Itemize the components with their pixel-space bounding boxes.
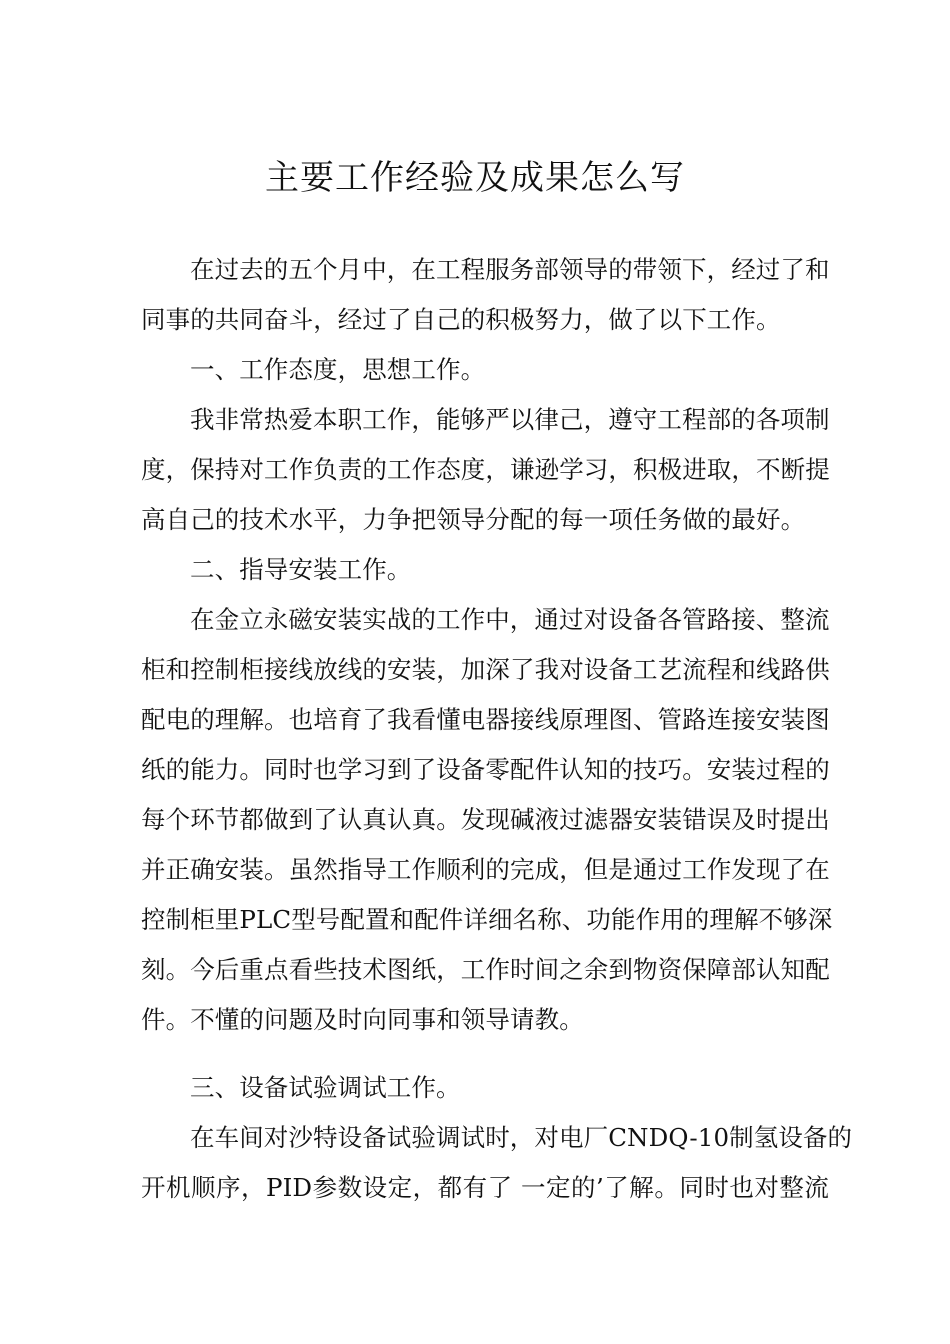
paragraph-gap (141, 1045, 829, 1063)
paragraph-line: 同事的共同奋斗，经过了自己的积极努力，做了以下工作。 (141, 305, 781, 334)
section-heading: 三、设备试验调试工作。 (190, 1073, 461, 1102)
paragraph-line: 刻。今后重点看些技术图纸，工作时间之余到物资保障部认知配 (141, 955, 830, 984)
paragraph-line: 在过去的五个月中，在工程服务部领导的带领下，经过了和 (190, 255, 830, 284)
paragraph-line: 度，保持对工作负责的工作态度，谦逊学习，积极进取，不断提 (141, 455, 830, 484)
paragraph-line: 纸的能力。同时也学习到了设备零配件认知的技巧。安装过程的 (141, 755, 830, 784)
paragraph-line: 配电的理解。也培育了我看懂电器接线原理图、管路连接安装图 (141, 705, 830, 734)
section-heading: 二、指导安装工作。 (190, 555, 412, 584)
paragraph-line: 每个环节都做到了认真认真。发现碱液过滤器安装错误及时提出 (141, 805, 830, 834)
document-body (141, 245, 853, 1213)
paragraph-line: 柜和控制柜接线放线的安装，加深了我对设备工艺流程和线路供 (141, 655, 830, 684)
paragraph-line: 在车间对沙特设备试验调试时，对电厂CNDQ-10制氢设备的 (190, 1123, 853, 1152)
paragraph-line: 开机顺序，PID参数设定，都有了 一定的’了解。同时也对整流 (141, 1173, 829, 1202)
paragraph-line: 件。不懂的问题及时向同事和领导请教。 (141, 1005, 584, 1034)
paragraph-line: 控制柜里PLC型号配置和配件详细名称、功能作用的理解不够深 (141, 905, 833, 934)
document-title: 主要工作经验及成果怎么写 (265, 158, 685, 198)
paragraph-line: 在金立永磁安装实战的工作中，通过对设备各管路接、整流 (190, 605, 830, 634)
paragraph-line: 高自己的技术水平，力争把领导分配的每一项任务做的最好。 (141, 505, 806, 534)
section-heading: 一、工作态度，思想工作。 (190, 355, 486, 384)
paragraph-line: 我非常热爱本职工作，能够严以律己，遵守工程部的各项制 (190, 405, 830, 434)
paragraph-line: 并正确安装。虽然指导工作顺利的完成，但是通过工作发现了在 (141, 855, 830, 884)
